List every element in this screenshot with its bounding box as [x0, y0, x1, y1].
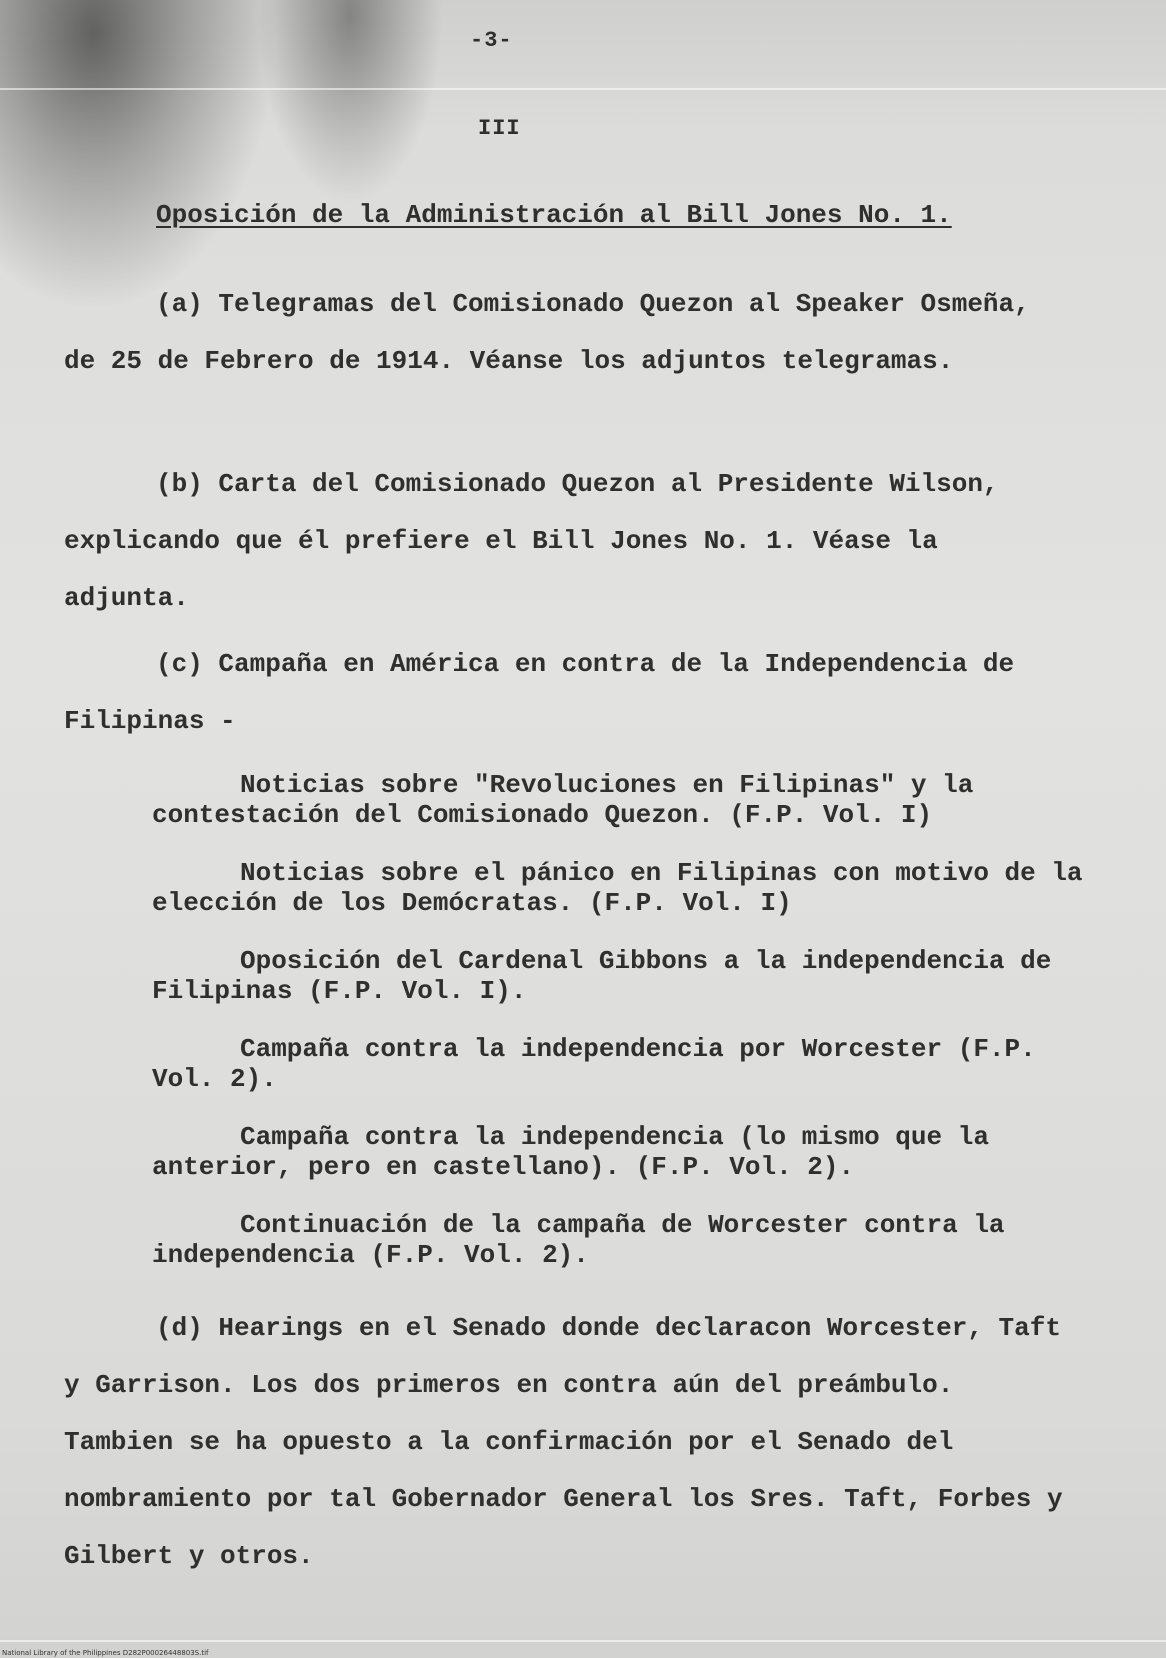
- note-item: Oposición del Cardenal Gibbons a la independencia de Filipinas (F.P. Vol. I).: [152, 946, 1052, 1006]
- paragraph-b: (b) Carta del Comisionado Quezon al Presidente Wilson, explicando que él prefiere el Bill Jones No. 1. Véase la adjunta.: [64, 469, 999, 613]
- page-number: -3-: [470, 28, 513, 53]
- note-item: Campaña contra la independencia por Worcester (F.P. Vol. 2).: [152, 1034, 1036, 1094]
- note-item: Campaña contra la independencia (lo mismo que la anterior, pero en castellano). (F.P. Vol. 2).: [152, 1122, 989, 1182]
- note-item: Noticias sobre el pánico en Filipinas con motivo de la elección de los Demócratas. (F.P. Vol. I): [152, 858, 1083, 918]
- paragraph-d: (d) Hearings en el Senado donde declaracon Worcester, Taft y Garrison. Los dos primeros en contra aún del preámbulo. Tambien se ha opuesto a la confirmación por el Senado del nombramiento por tal Gobernador General los Sres. Taft, Forbes y Gilbert y otros.: [64, 1313, 1063, 1571]
- section-number: III: [478, 116, 521, 141]
- note-item: Continuación de la campaña de Worcester contra la independencia (F.P. Vol. 2).: [152, 1210, 1005, 1270]
- paragraph-c: (c) Campaña en América en contra de la Independencia de Filipinas -: [64, 649, 1015, 736]
- paragraph-a: (a) Telegramas del Comisionado Quezon al Speaker Osmeña, de 25 de Febrero de 1914. Véanse los adjuntos telegramas.: [64, 289, 1030, 376]
- note-item: Noticias sobre "Revoluciones en Filipinas" y la contestación del Comisionado Quezon. (F.P. Vol. I): [152, 770, 974, 830]
- paper-crease-bottom: [0, 1640, 1166, 1642]
- section-heading: Oposición de la Administración al Bill Jones No. 1.: [156, 200, 952, 230]
- scan-footer: National Library of the Philippines D282P00026448803S.tif: [2, 1649, 209, 1657]
- paper-crease: [0, 88, 1166, 90]
